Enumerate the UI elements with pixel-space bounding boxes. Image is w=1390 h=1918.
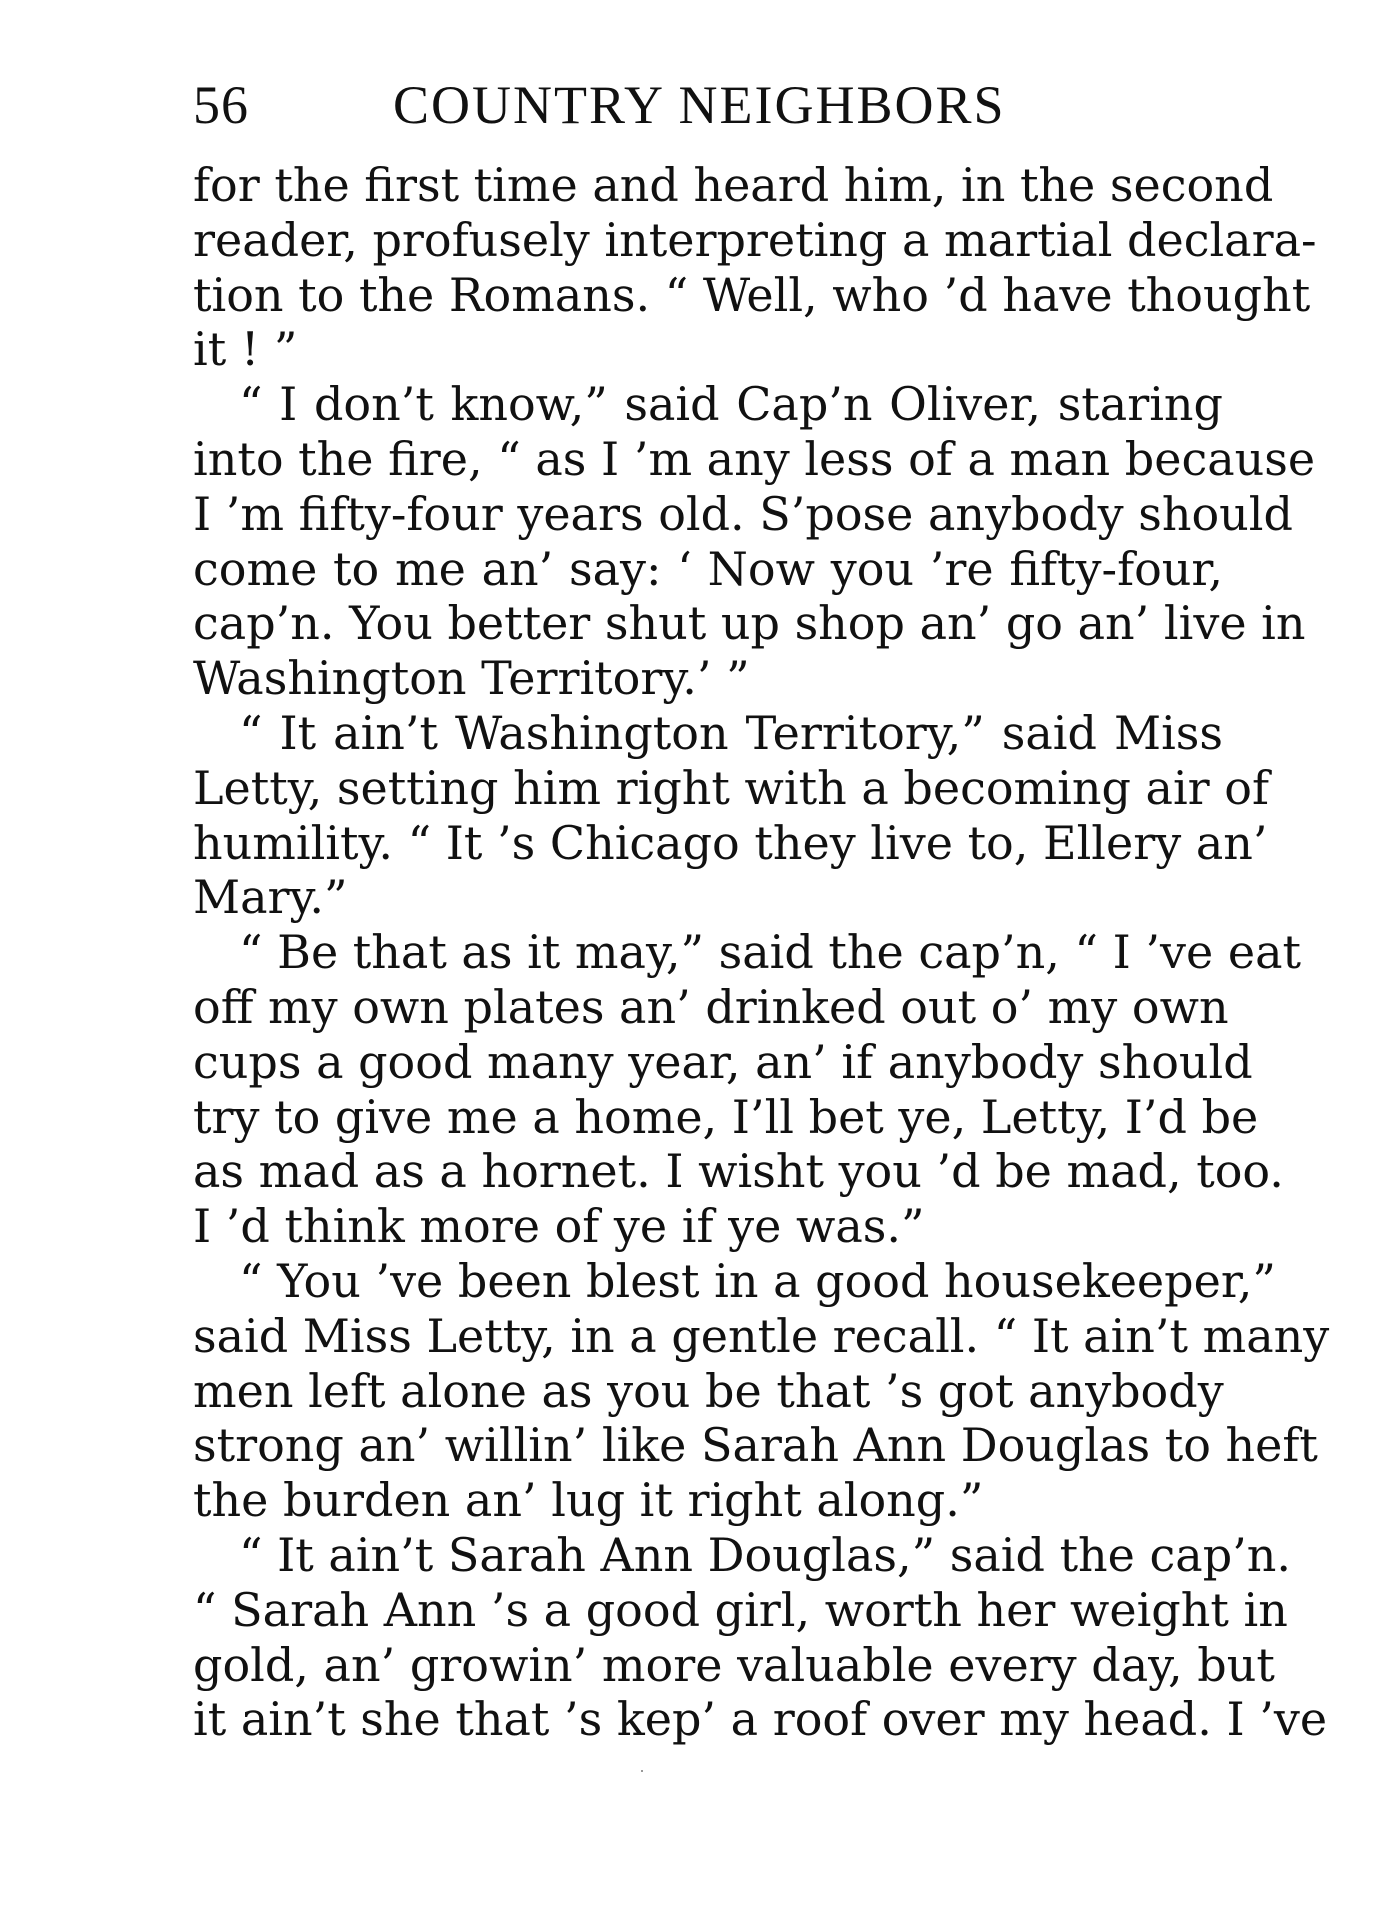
text-line: cups a good many year, an’ if anybody should (193, 1034, 1253, 1089)
text-line: I ’m fifty-four years old. S’pose anybody should (193, 486, 1293, 541)
book-title: COUNTRY NEIGHBORS (393, 75, 1006, 135)
text-line: try to give me a home, I’ll bet ye, Letty, I’d be (193, 1089, 1259, 1144)
text-line: humility. “ It ’s Chicago they live to, Ellery an’ (193, 815, 1268, 870)
text-line: “ It ain’t Sarah Ann Douglas,” said the cap’n. (239, 1527, 1292, 1582)
text-line: it ain’t she that ’s kep’ a roof over my head. I ’ve (193, 1692, 1328, 1747)
text-line: off my own plates an’ drinked out o’ my own (193, 979, 1229, 1034)
text-line: Washington Territory.’ ” (193, 651, 750, 706)
text-line: as mad as a hornet. I wisht you ’d be mad, too. (193, 1144, 1284, 1199)
text-line: the burden an’ lug it right along.” (193, 1473, 984, 1528)
text-line: cap’n. You better shut up shop an’ go an’ live in (193, 596, 1306, 651)
text-line: into the fire, “ as I ’m any less of a man because (193, 431, 1316, 486)
text-line: “ Sarah Ann ’s a good girl, worth her weight in (193, 1582, 1288, 1637)
text-line: it ! ” (193, 322, 298, 377)
text-line: Letty, setting him right with a becoming air of (193, 760, 1270, 815)
text-line: strong an’ willin’ like Sarah Ann Douglas to heft (193, 1418, 1318, 1473)
text-line: gold, an’ growin’ more valuable every day, but (193, 1637, 1275, 1692)
page-number: 56 (193, 75, 249, 135)
body-text (193, 158, 1330, 1747)
text-line: “ Be that as it may,” said the cap’n, “ I ’ve eat (239, 925, 1301, 980)
running-head (193, 70, 1223, 140)
text-line: tion to the Romans. “ Well, who ’d have thought (193, 267, 1311, 322)
text-line: Mary.” (193, 870, 348, 925)
text-line: “ It ain’t Washington Territory,” said Miss (239, 705, 1223, 760)
text-line: for the first time and heard him, in the second (193, 158, 1274, 212)
text-line: I ’d think more of ye if ye was.” (193, 1199, 925, 1254)
paper-speck (641, 1770, 643, 1772)
text-line: “ I don’t know,” said Cap’n Oliver, staring (239, 377, 1223, 432)
text-line: come to me an’ say: ‘ Now you ’re fifty-four, (193, 541, 1223, 596)
text-line: men left alone as you be that ’s got anybody (193, 1363, 1224, 1418)
text-line: reader, profusely interpreting a martial declara- (193, 212, 1317, 267)
text-line: said Miss Letty, in a gentle recall. “ It ain’t many (193, 1308, 1330, 1363)
text-line: “ You ’ve been blest in a good housekeeper,” (239, 1253, 1276, 1308)
